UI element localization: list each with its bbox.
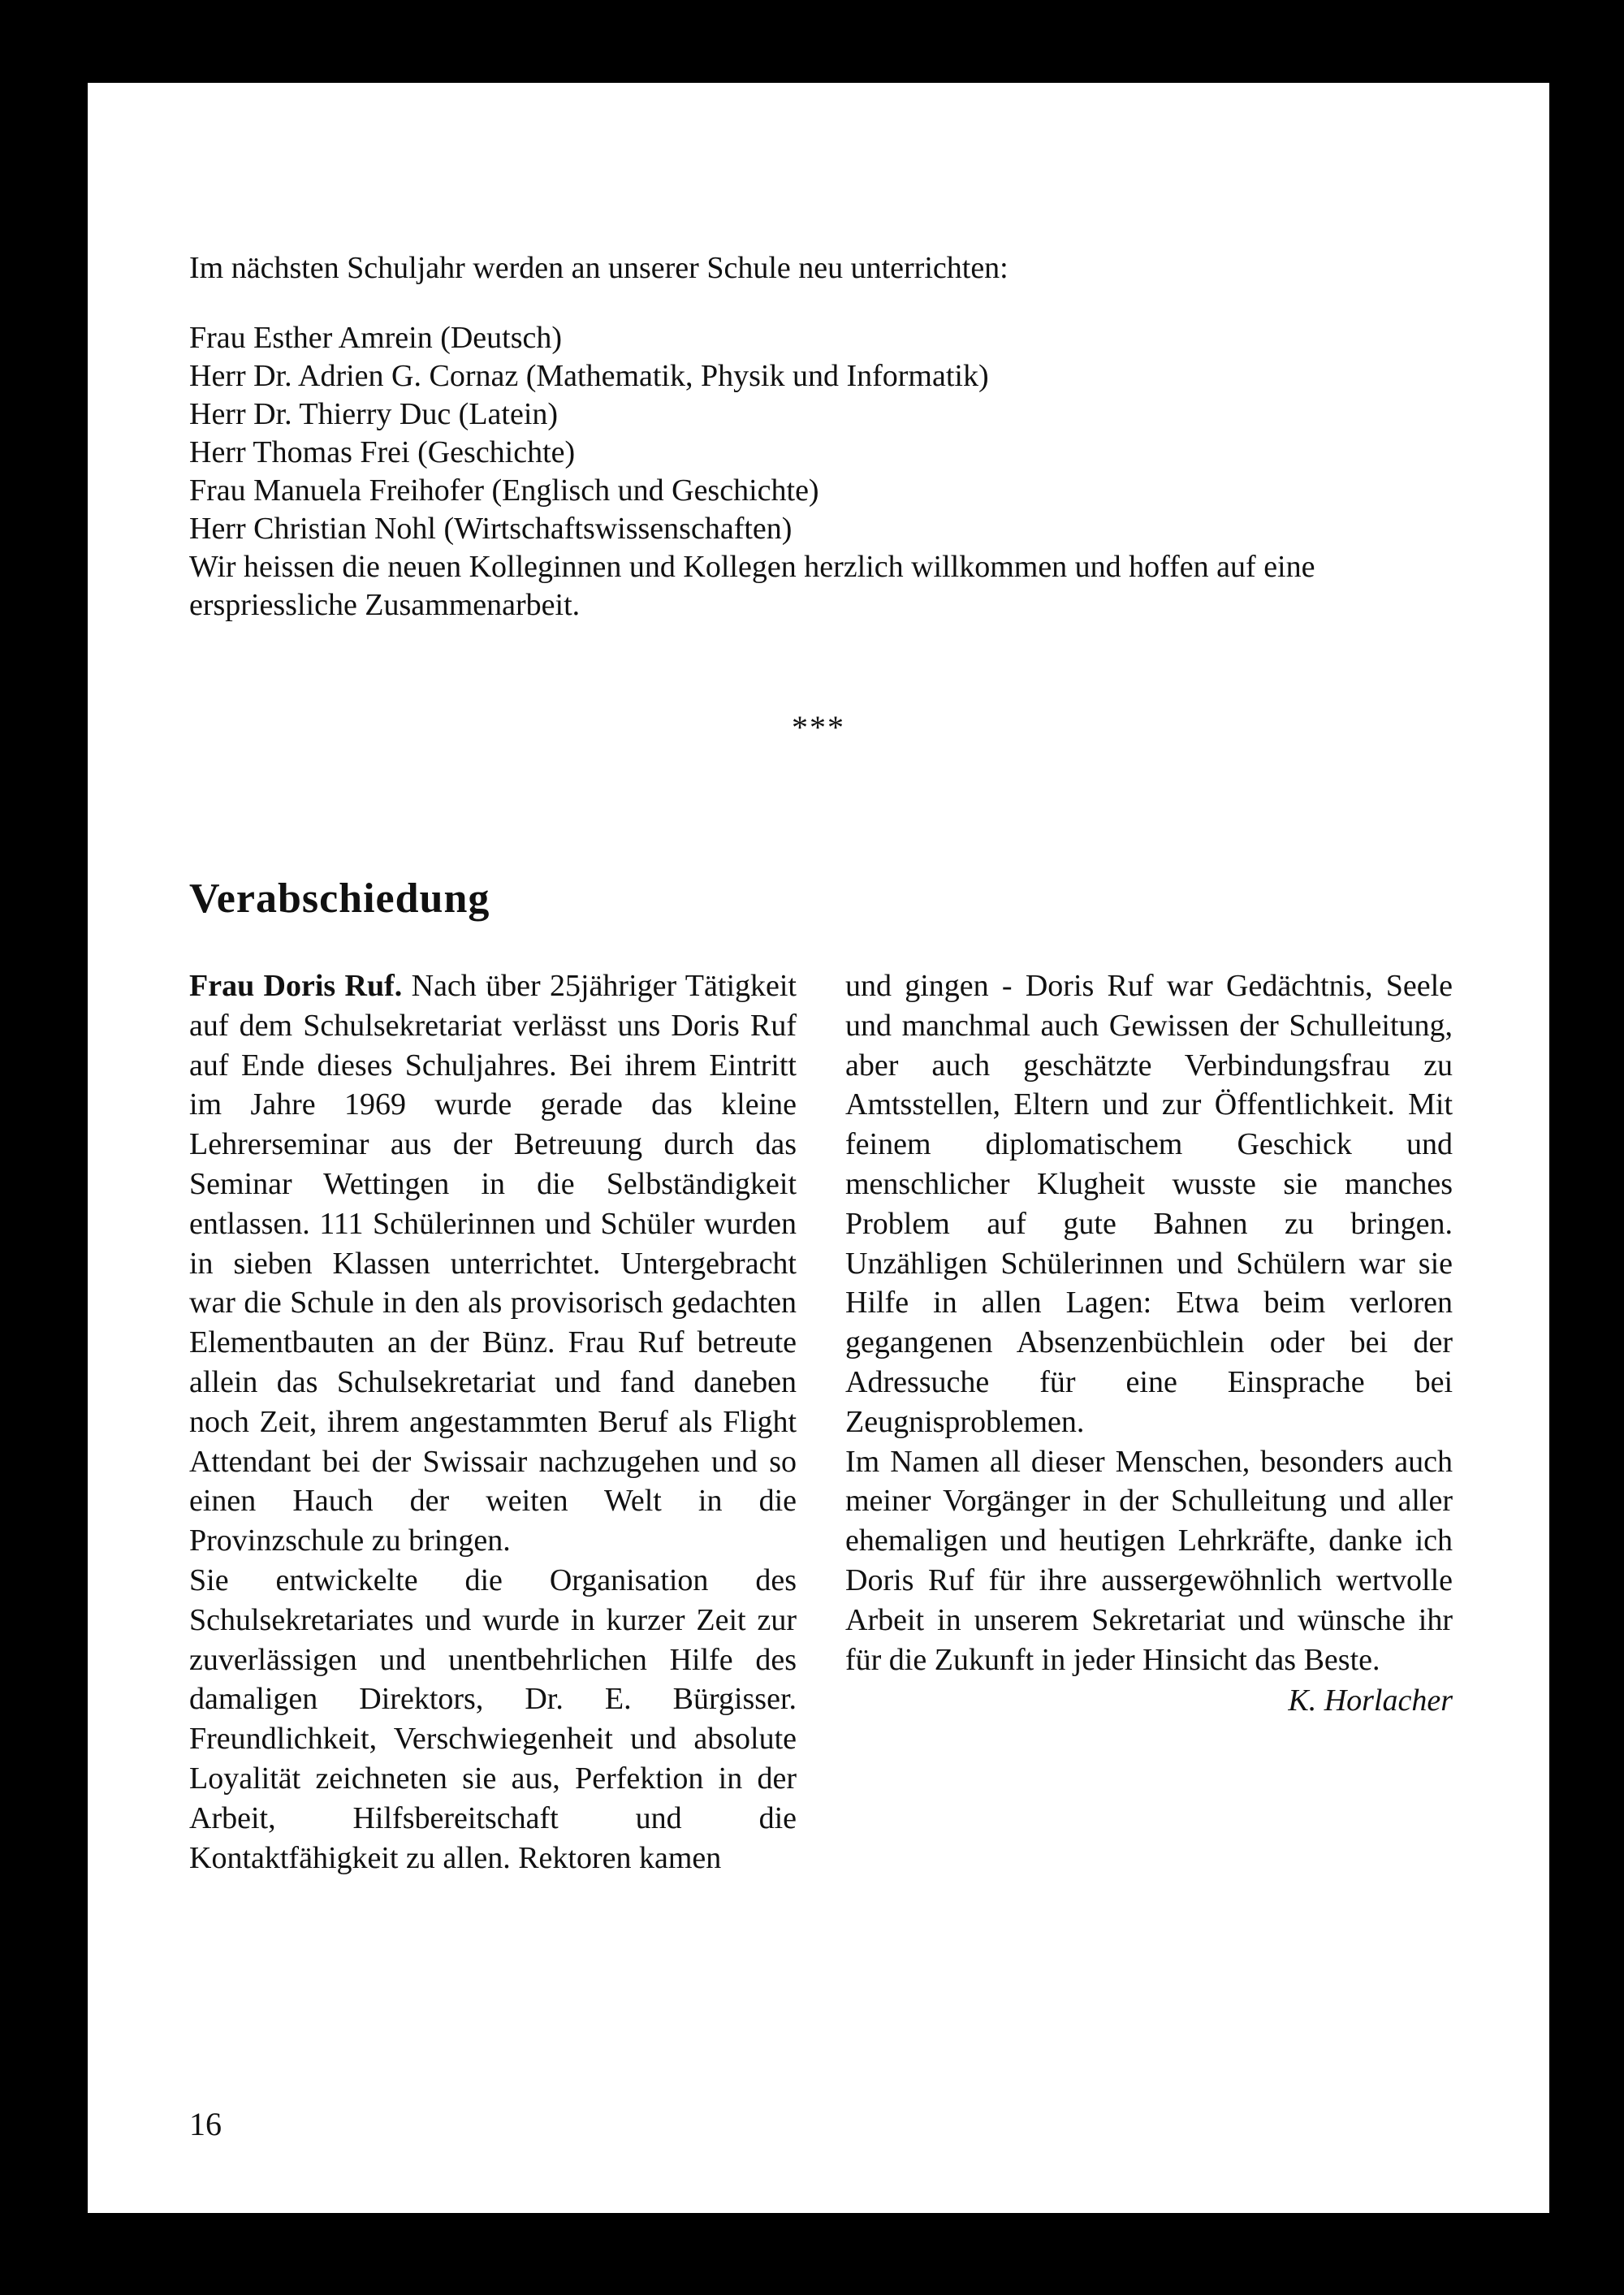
document-page: [88, 83, 1549, 2213]
section-separator: ***: [792, 709, 845, 746]
author-signature: K. Horlacher: [1288, 1683, 1453, 1718]
staff-entry: Herr Dr. Adrien G. Cornaz (Mathematik, Physik und Informatik): [189, 359, 989, 393]
section-heading: Verabschiedung: [189, 875, 490, 922]
new-staff-list: [189, 319, 1488, 548]
paragraph-1-text: Nach über 25jähriger Tätigkeit auf dem Schulsekretariat verlässt uns Doris Ruf auf Ende dieses Schuljahres. Bei ihrem Eintritt im Jahre 1969 wurde gerade das kleine Lehrerseminar aus der Betreuung durch das Seminar Wettingen in die Selbständigkeit entlassen. 111 Schülerinnen und Schüler wurden in sieben Klassen unterrichtet. Untergebracht war die Schule in den als provisorisch gedachten Elementbauten an der Bünz. Frau Ruf betreute allein das Schulsekretariat und fand daneben noch Zeit, ihrem angestammten Beruf als Flight Attendant bei der Swissair nachzugehen und so einen Hauch der weiten Welt in die Provinzschule zu bringen.: [189, 969, 797, 1558]
page-number: 16: [189, 2106, 222, 2142]
welcome-paragraph: Wir heissen die neuen Kolleginnen und Kollegen herzlich willkommen und hoffen auf eine erspriessliche Zusammenarbeit.: [189, 550, 1315, 622]
staff-entry: Herr Dr. Thierry Duc (Latein): [189, 397, 559, 431]
article-column-left: [189, 966, 797, 1878]
lead-name: Frau Doris Ruf.: [189, 969, 403, 1003]
staff-entry: Frau Esther Amrein (Deutsch): [189, 321, 563, 355]
staff-entry: Herr Christian Nohl (Wirtschaftswissenschaften): [189, 512, 793, 546]
article-paragraph-2-continued: und gingen - Doris Ruf war Gedächtnis, Seele und manchmal auch Gewissen der Schulleitung, aber auch geschätzte Verbindungsfrau zu Amtsstellen, Eltern und zur Öffentlichkeit. Mit feinem diplomatischem Geschick und menschlicher Klugheit wusste sie manches Problem auf gute Bahnen zu bringen. Unzähligen Schülerinnen und Schülern war sie Hilfe in allen Lagen: Etwa beim verloren gegangenen Absenzenbüchlein oder bei der Adressuche für eine Einsprache bei Zeugnisproblemen.: [845, 969, 1453, 1439]
article-paragraph-2: Sie entwickelte die Organisation des Schulsekretariates und wurde in kurzer Zeit zur zuverlässigen und unentbehrlichen Hilfe des damaligen Direktors, Dr. E. Bürgisser. Freundlichkeit, Verschwiegenheit und absolute Loyalität zeichneten sie aus, Perfektion in der Arbeit, Hilfsbereitschaft und die Kontaktfähigkeit zu allen. Rektoren kamen: [189, 1562, 797, 1875]
staff-entry: Frau Manuela Freihofer (Englisch und Geschichte): [189, 473, 819, 508]
staff-entry: Herr Thomas Frei (Geschichte): [189, 435, 576, 469]
article-paragraph-3: Im Namen all dieser Menschen, besonders auch meiner Vorgänger in der Schulleitung und aller ehemaligen und heutigen Lehrkräfte, danke ich Doris Ruf für ihre aussergewöhnlich wertvolle Arbeit in unserem Sekretariat und wünsche ihr für die Zukunft in jeder Hinsicht das Beste.: [845, 1444, 1453, 1677]
new-staff-announcement: [189, 249, 1488, 625]
article-column-right: [845, 966, 1453, 1721]
announcement-line: Im nächsten Schuljahr werden an unserer Schule neu unterrichten:: [189, 251, 1009, 285]
article-paragraph-1: [189, 966, 797, 1561]
